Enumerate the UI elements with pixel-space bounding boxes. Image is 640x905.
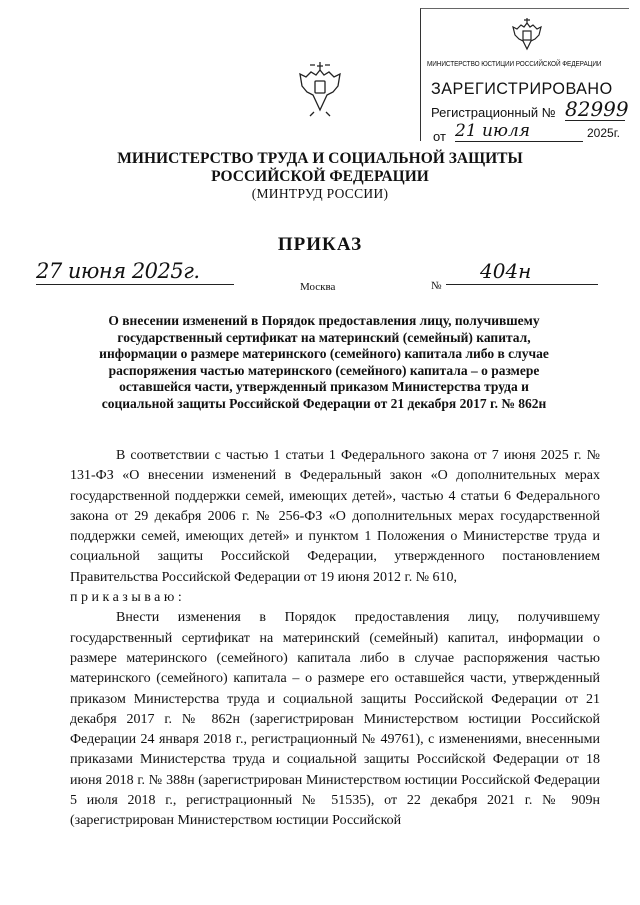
order-number: 404н [446, 258, 598, 285]
stamp-date-year: 2025г. [587, 126, 620, 140]
stamp-title: ЗАРЕГИСТРИРОВАНО [431, 79, 613, 98]
order-word-text: приказываю: [70, 590, 186, 606]
order-city: Москва [300, 281, 336, 293]
order-subject: О внесении изменений в Порядок предоставления лицу, получившему государственный сертификат на материнский (семейный) капитал, информации о размере материнского (семейного) капитала либо в случае распоряжения частью материнского (семейного) капитала – о размере оставшейся части, утвержденный приказом Министерства труда и социальной защиты Российской Федерации от 21 декабря 2017 г. № 862н [99, 313, 549, 411]
stamp-date-value: 21 июля [455, 121, 583, 142]
stamp-date-label: от [433, 129, 446, 144]
coat-of-arms-icon [296, 60, 344, 118]
body-paragraph-2: Внести изменения в Порядок предоставления лицу, получившему государственный сертификат на материнский (семейный) капитал, информации о размере материнского (семейного) капитала либо в случае распоряжения частью материнского (семейного) капитала – о размере его оставшейся части, утвержденный приказом Министерства труда и социальной защиты Российской Федерации от 21 декабря 2017 г. № 862н (зарегистрирован Министерством юстиции Российской Федерации 24 января 2018 г., регистрационный № 49761), с изменениями, внесенными приказами Министерства труда и социальной защиты Российской Федерации от 18 июня 2018 г. № 388н (зарегистрирован Министерством юстиции Российской Федерации 5 июля 2018 г., регистрационный № 51535), от 22 декабря 2021 г. № 909н (зарегистрирован Министерством юстиции Российской [70, 610, 600, 829]
order-body [70, 446, 600, 832]
double-headed-eagle-icon [507, 15, 547, 55]
body-paragraph-1: В соответствии с частью 1 статьи 1 Федерального закона от 7 июня 2025 г. № 131-ФЗ «О внесении изменений в Федеральный закон «О дополнительных мерах государственной поддержки семей, имеющих детей», частью 4 статьи 6 Федерального закона от 29 декабря 2006 г. № 256-ФЗ «О дополнительных мерах государственной поддержки семей, имеющих детей» и пунктом 1 Положения о Министерстве труда и социальной защиты Российской Федерации, утвержденного постановлением Правительства Российской Федерации от 19 июня 2012 г. № 610, [70, 448, 600, 585]
stamp-reg-label: Регистрационный № [431, 105, 556, 120]
stamp-organization: МИНИСТЕРСТВО ЮСТИЦИИ РОССИЙСКОЙ ФЕДЕРАЦИИ [427, 61, 602, 68]
number-sign: № [431, 280, 442, 292]
order-date: 27 июня 2025г. [36, 258, 234, 285]
ministry-abbreviation: (МИНТРУД РОССИИ) [251, 186, 389, 201]
ministry-name: МИНИСТЕРСТВО ТРУДА И СОЦИАЛЬНОЙ ЗАЩИТЫ РОССИЙСКОЙ ФЕДЕРАЦИИ [117, 150, 523, 185]
document-title: ПРИКАЗ [277, 234, 363, 255]
registration-stamp [420, 8, 629, 144]
order-word [70, 588, 600, 608]
stamp-reg-number: 82999 [565, 97, 629, 121]
